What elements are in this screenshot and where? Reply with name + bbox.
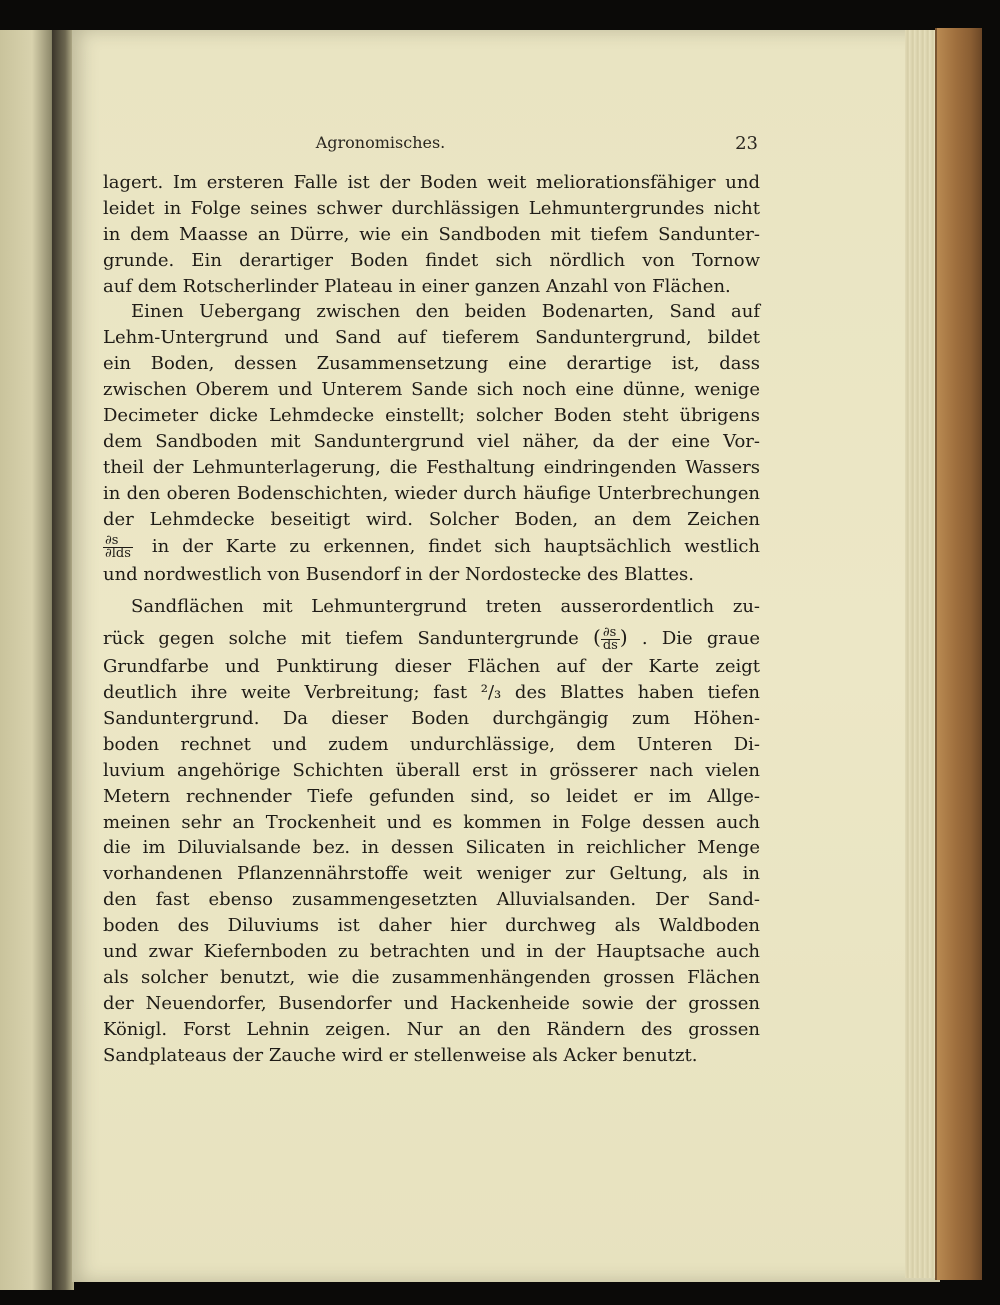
body-text [103,170,760,1069]
text-line: Decimeter dicke Lehmdecke einstellt; solcher Boden steht übrigens [103,405,760,427]
text-line: den fast ebenso zusammengesetzten Alluvialsanden. Der Sand- [103,889,760,911]
fraction-denominator: ds [602,637,618,653]
text-line-with-symbol [103,532,760,562]
text-line: Sandplateaus der Zauche wird er stellenweise als Acker benutzt. [103,1044,698,1066]
fraction-numerator: ∂s [103,535,133,548]
running-header [103,133,758,157]
text-line: und zwar Kiefernboden zu betrachten und in der Hauptsache auch [103,941,760,963]
text-line: lagert. Im ersteren Falle ist der Boden weit meliorationsfähiger und [103,172,760,193]
text-segment: rück gegen solche mit tiefem Sanduntergrunde [103,628,579,650]
book-binding [935,28,982,1280]
text-line: als solcher benutzt, wie die zusammenhängenden grossen Flächen [103,966,760,988]
text-line-with-symbol [103,620,760,654]
text-line: Grundfarbe und Punktirung dieser Flächen auf der Karte zeigt [103,656,760,678]
text-line: der Neuendorfer, Busendorfer und Hackenheide sowie der grossen [103,992,760,1014]
text-segment: in der Karte zu erkennen, findet sich hauptsächlich westlich [151,536,760,558]
text-line: theil der Lehmunterlagerung, die Festhaltung eindringenden Wassers [103,456,760,478]
text-line: Metern rechnender Tiefe gefunden sind, so leidet er im Allge- [103,785,760,807]
page-number: 23 [735,133,758,154]
text-line: ein Boden, dessen Zusammensetzung eine derartige ist, dass [103,353,760,375]
text-line: grunde. Ein derartiger Boden findet sich nördlich von Tornow [103,249,760,271]
book-gutter [52,30,74,1290]
fraction-numerator: ∂s [601,627,620,640]
paren-close: ) [619,625,628,650]
text-line: luvium angehörige Schichten überall erst in grösserer nach vielen [103,759,760,781]
text-line: dem Sandboden mit Sanduntergrund viel näher, da der eine Vor- [103,430,760,452]
text-line: zwischen Oberem und Unterem Sande sich noch eine dünne, wenige [103,379,760,401]
text-line: die im Diluvialsande bez. in dessen Silicaten in reichlicher Menge [103,837,760,859]
text-line: Sanduntergrund. Da dieser Boden durchgängig zum Höhen- [103,708,760,730]
text-line: auf dem Rotscherlinder Plateau in einer ganzen Anzahl von Flächen. [103,275,731,297]
text-line: Königl. Forst Lehnin zeigen. Nur an den Rändern des grossen [103,1018,760,1040]
text-line: meinen sehr an Trockenheit und es kommen in Folge dessen auch [103,811,760,833]
text-line: der Lehmdecke beseitigt wird. Solcher Boden, an dem Zeichen [103,508,760,530]
text-line: vorhandenen Pflanzennährstoffe weit weniger zur Geltung, als in [103,863,760,885]
text-line: und nordwestlich von Busendorf in der Nordostecke des Blattes. [103,564,694,586]
text-line: boden des Diluviums ist daher hier durchweg als Waldboden [103,915,760,937]
running-title: Agronomisches. [315,133,446,152]
text-line: deutlich ihre weite Verbreitung; fast ²/₃ des Blattes haben tiefen [103,682,760,704]
text-line: boden rechnet und zudem undurchlässige, dem Unteren Di- [103,733,760,755]
text-line: in den oberen Bodenschichten, wieder durch häufige Unterbrechungen [103,482,760,504]
text-line: Lehm-Untergrund und Sand auf tieferem Sanduntergrund, bildet [103,327,760,349]
text-line: in dem Maasse an Dürre, wie ein Sandboden mit tiefem Sandunter- [103,223,760,245]
map-symbol-fraction [601,624,620,653]
map-symbol-fraction [103,532,133,561]
text-line: Einen Uebergang zwischen den beiden Bodenarten, Sand auf [131,301,760,323]
text-line: leidet in Folge seines schwer durchlässigen Lehmuntergrundes nicht [103,197,760,219]
text-segment: . Die graue [641,628,760,650]
fraction-denominator: ∂lds [105,545,131,561]
text-line: Sandflächen mit Lehmuntergrund treten ausserordentlich zu- [131,596,760,618]
paren-open: ( [593,625,601,650]
facing-page-edge [0,30,58,1290]
